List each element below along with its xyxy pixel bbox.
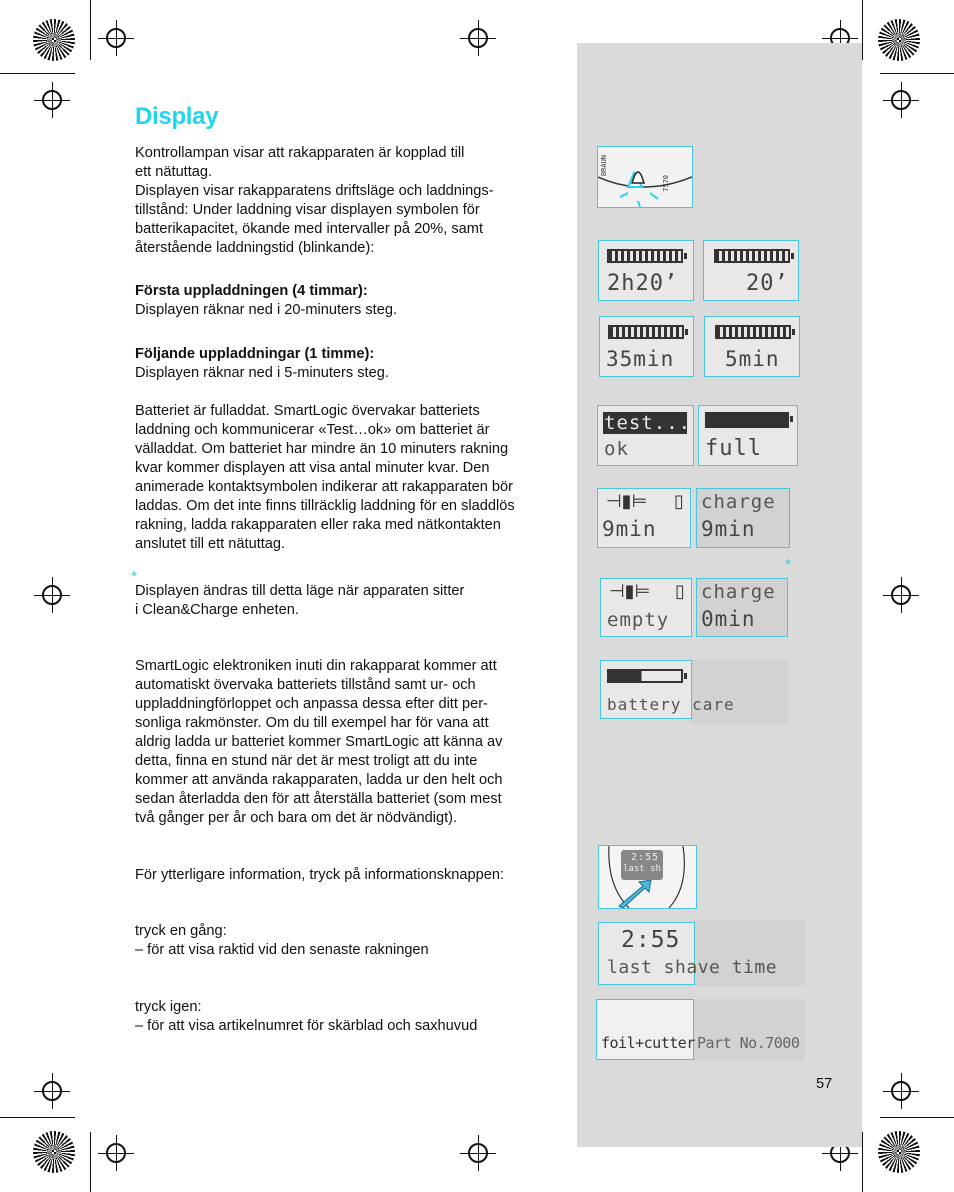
text-line: För ytterligare information, tryck på informationsknappen:: [135, 867, 505, 883]
text-line: – för att visa raktid vid den senaste rakningen: [135, 942, 429, 958]
text-line: sedan återladda den för att återställa batteriet (som mest: [135, 791, 502, 807]
text-line: välladdat. Om batteriet har mindre än 10 minuters rakning: [135, 441, 509, 457]
registration-crosshair-icon: [468, 1143, 488, 1163]
press-once-section: [135, 922, 560, 960]
text-line: batterikapacitet, ökande med intervaller på 20%, samt: [135, 221, 484, 237]
battery-icon: [714, 249, 790, 263]
press-again-section: [135, 998, 560, 1036]
registration-crosshair-icon: [106, 1143, 126, 1163]
text-line: två gånger per år och bara om det är nödvändigt).: [135, 810, 458, 826]
lcd-readout: 20’: [746, 271, 789, 296]
smartlogic-paragraph: [135, 657, 560, 828]
print-registration-sunburst-top-left: [33, 19, 75, 61]
page-title: Display: [135, 103, 219, 130]
section-text: Displayen räknar ned i 20-minuters steg.: [135, 302, 398, 318]
crop-mark: [90, 0, 91, 60]
device-display-time: 2:55: [631, 852, 660, 863]
lcd-battery-care: [600, 660, 735, 719]
battery-low-icon: ▯: [675, 581, 685, 602]
clean-charge-paragraph: [135, 582, 560, 620]
battery-full-icon: [705, 412, 789, 428]
intro-paragraph: [135, 144, 560, 258]
model-label: 7570: [662, 175, 670, 192]
text-line: detta, finna en stund när det är mest troligt att du inte: [135, 753, 478, 769]
text-line: laddas. Om det inte finns tillräcklig laddning för en sladdlös: [135, 498, 515, 514]
text-line: ett nätuttag.: [135, 164, 213, 180]
lcd-readout: last shave time: [607, 957, 778, 978]
lcd-part-number: [596, 999, 800, 1060]
lcd-next-charge-a: [599, 316, 694, 377]
device-display-label: last sh: [623, 864, 661, 874]
next-charge-section: [135, 345, 560, 383]
lcd-empty: [600, 578, 692, 637]
lcd-readout: charge: [701, 581, 776, 603]
print-registration-sunburst-bottom-right: [878, 1131, 920, 1173]
lcd-readout: 9min: [602, 517, 657, 541]
text-line: Batteriet är fulladdat. SmartLogic övervakar batteriets: [135, 403, 480, 419]
lcd-readout: battery care: [607, 695, 735, 714]
text-line: tryck igen:: [135, 999, 202, 1015]
text-line: – för att visa artikelnumret för skärblad och saxhuvud: [135, 1018, 478, 1034]
registration-crosshair-icon: [42, 585, 62, 605]
lcd-battery-care-extension: [690, 660, 788, 724]
battery-half-icon: [607, 669, 683, 683]
shaver-bell-icon: [598, 147, 692, 207]
text-line: tillstånd: Under laddning visar displayen symbolen för: [135, 202, 480, 218]
battery-icon: [608, 325, 684, 339]
registration-crosshair-icon: [106, 28, 126, 48]
crop-mark: [880, 1117, 954, 1118]
info-button-illustration: [598, 845, 697, 909]
text-line: anslutet till ett nätuttag.: [135, 536, 286, 552]
text-line: automatiskt övervaka batteriets tillstånd samt ur- och: [135, 677, 476, 693]
crop-mark: [880, 73, 954, 74]
footnote-star: *: [131, 569, 138, 586]
lcd-readout: charge: [701, 491, 776, 513]
text-line: Displayen visar rakapparatens driftsläge och laddnings-: [135, 183, 494, 199]
lcd-readout: ok: [604, 438, 629, 460]
shaver-charging-light-illustration: [597, 146, 693, 208]
text-line: återstående laddningstid (blinkande):: [135, 240, 375, 256]
print-registration-sunburst-bottom-left: [33, 1131, 75, 1173]
text-line: rakning, ladda rakapparaten eller raka med nätkontakten: [135, 517, 501, 533]
lcd-readout: 5min: [725, 347, 780, 371]
footnote-star: *: [785, 557, 792, 574]
text-line: Displayen ändras till detta läge när apparaten sitter: [135, 583, 465, 599]
text-line: i Clean&Charge enheten.: [135, 602, 299, 618]
lcd-readout: 2h20’: [607, 271, 679, 296]
registration-crosshair-icon: [468, 28, 488, 48]
lcd-charge-nine-min: [696, 488, 790, 548]
pointing-arrow-icon: [599, 846, 696, 908]
lcd-charge-zero-min: [696, 578, 788, 637]
lcd-readout: full: [705, 436, 762, 461]
battery-icon: [607, 249, 683, 263]
lcd-test-ok: [597, 405, 694, 466]
registration-crosshair-icon: [42, 90, 62, 110]
page-number: 57: [816, 1076, 833, 1092]
section-heading: Första uppladdningen (4 timmar):: [135, 283, 368, 299]
crop-mark: [862, 1132, 863, 1192]
text-line: Kontrollampan visar att rakapparaten är kopplad till: [135, 145, 465, 161]
first-charge-section: [135, 282, 560, 320]
crop-mark: [90, 1132, 91, 1192]
lcd-readout: 35min: [606, 347, 675, 371]
registration-crosshair-icon: [891, 585, 911, 605]
plug-icon: ⊣▮⊨: [609, 581, 651, 602]
registration-crosshair-icon: [891, 1081, 911, 1101]
lcd-readout: foil+cutter: [601, 1034, 695, 1052]
lcd-readout: Part No.7000: [697, 1034, 800, 1052]
plug-icon: ⊣▮⊨: [606, 491, 648, 512]
print-registration-sunburst-top-right: [878, 19, 920, 61]
crop-mark: [862, 0, 863, 60]
lcd-next-charge-b: [704, 316, 800, 377]
battery-low-icon: ▯: [674, 491, 684, 512]
lcd-readout: test...: [604, 412, 692, 434]
battery-icon: [715, 325, 791, 339]
text-line: laddning och kommunicerar «Test…ok» om batteriet är: [135, 422, 490, 438]
lcd-readout: 0min: [701, 607, 756, 631]
info-button-paragraph: [135, 866, 560, 885]
text-line: kvar kommer displayen att visa antal minuter kvar. Den: [135, 460, 490, 476]
lcd-first-charge-a: [598, 240, 694, 301]
lcd-plug-nine-min: [597, 488, 691, 548]
section-text: Displayen räknar ned i 5-minuters steg.: [135, 365, 389, 381]
lcd-readout: 2:55: [621, 927, 681, 953]
text-line: kommer att använda rakapparaten, ladda ur den helt och: [135, 772, 503, 788]
text-line: animerade kontaktsymbolen indikerar att rakapparaten bör: [135, 479, 514, 495]
registration-crosshair-icon: [891, 90, 911, 110]
lcd-last-shave-time: [598, 922, 778, 985]
battery-full-paragraph: [135, 402, 560, 554]
lcd-full: [698, 405, 798, 466]
text-line: uppladdningförloppet och anpassa dessa efter ditt per-: [135, 696, 488, 712]
text-line: aldrig ladda ur batteriet kommer SmartLogic att känna av: [135, 734, 503, 750]
section-heading: Följande uppladdningar (1 timme):: [135, 346, 375, 362]
crop-mark: [0, 73, 75, 74]
brand-label: BRAUN: [600, 155, 608, 177]
crop-mark: [0, 1117, 75, 1118]
registration-crosshair-icon: [42, 1081, 62, 1101]
lcd-readout: empty: [607, 609, 670, 631]
lcd-readout: 9min: [701, 517, 756, 541]
text-line: SmartLogic elektroniken inuti din rakapparat kommer att: [135, 658, 497, 674]
text-line: sonliga rakmönster. Om du till exempel har för vana att: [135, 715, 489, 731]
text-line: tryck en gång:: [135, 923, 227, 939]
lcd-first-charge-b: [703, 240, 799, 301]
